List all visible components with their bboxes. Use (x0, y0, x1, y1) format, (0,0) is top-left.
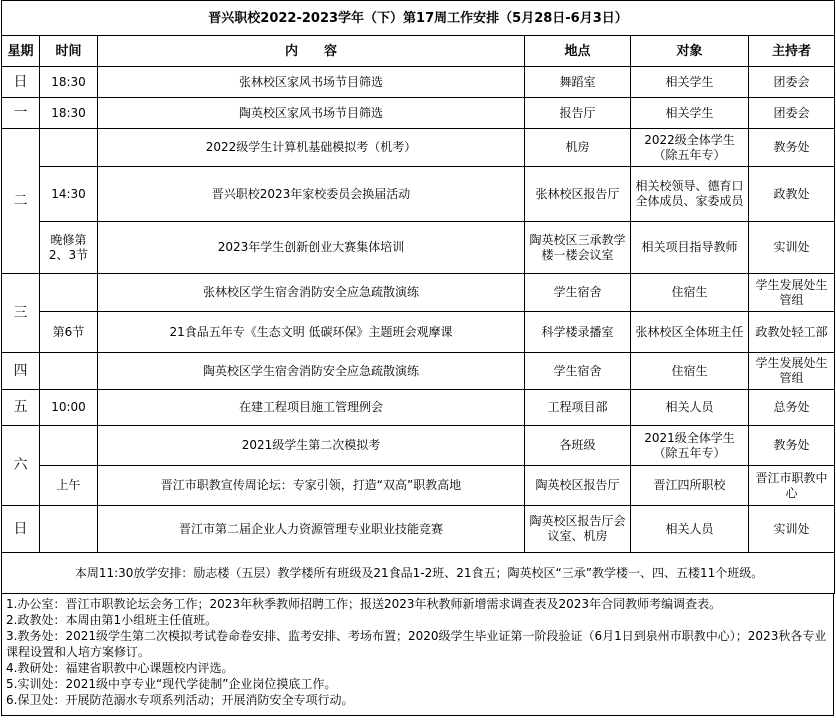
host-cell: 政教处轻工部 (749, 312, 835, 353)
target-cell: 相关项目指导教师 (631, 222, 749, 274)
time-cell: 18:30 (40, 67, 98, 98)
schedule-table (1, 0, 835, 594)
header-target: 对象 (631, 36, 749, 67)
time-cell: 18:30 (40, 98, 98, 129)
time-cell (40, 353, 98, 390)
place-cell: 科学楼录播室 (525, 312, 631, 353)
day-cell: 一 (2, 98, 40, 129)
table-row (2, 426, 835, 466)
day-cell: 日 (2, 506, 40, 553)
time-cell (40, 506, 98, 553)
table-row (2, 222, 835, 274)
day-cell: 四 (2, 353, 40, 390)
note-item: 2.政教处：本周由第1小组班主任值班。 (6, 613, 218, 627)
content-cell: 陶英校区家风书场节目筛选 (98, 98, 525, 129)
department-notes (1, 594, 834, 716)
table-row (2, 129, 835, 167)
day-cell: 六 (2, 426, 40, 506)
place-cell: 舞蹈室 (525, 67, 631, 98)
target-cell: 相关校领导、德育口全体成员、家委成员 (631, 167, 749, 222)
time-cell: 10:00 (40, 390, 98, 426)
place-cell: 张林校区报告厅 (525, 167, 631, 222)
place-cell: 学生宿舍 (525, 274, 631, 312)
target-cell: 相关人员 (631, 390, 749, 426)
note-item: 5.实训处：2021级中亨专业“现代学徒制”企业岗位摸底工作。 (6, 677, 337, 691)
host-cell: 总务处 (749, 390, 835, 426)
host-cell: 团委会 (749, 98, 835, 129)
header-time: 时间 (40, 36, 98, 67)
target-cell: 2021级全体学生（除五年专） (631, 426, 749, 466)
host-cell: 学生发展处生管组 (749, 274, 835, 312)
place-cell: 学生宿舍 (525, 353, 631, 390)
place-cell: 陶英校区三承教学楼一楼会议室 (525, 222, 631, 274)
target-cell: 张林校区全体班主任 (631, 312, 749, 353)
note-item: 1.办公室：晋江市职教论坛会务工作；2023年秋季教师招聘工作；报送2023年秋教师新增需求调查表及2023年合同教师考编调查表。 (6, 597, 722, 611)
table-row (2, 98, 835, 129)
header-day: 星期 (2, 36, 40, 67)
place-cell: 工程项目部 (525, 390, 631, 426)
target-cell: 2022级全体学生（除五年专） (631, 129, 749, 167)
dismissal-note: 本周11:30放学安排：励志楼（五层）教学楼所有班级及21食品1-2班、21食五；陶英校区“三承”教学楼一、四、五楼11个班级。 (2, 553, 835, 594)
note-item: 6.保卫处：开展防范溺水专项系列活动；开展消防安全专项行动。 (6, 693, 354, 707)
time-cell: 上午 (40, 466, 98, 506)
host-cell: 实训处 (749, 222, 835, 274)
content-cell: 2022级学生计算机基础模拟考（机考） (98, 129, 525, 167)
host-cell: 实训处 (749, 506, 835, 553)
header-host: 主持者 (749, 36, 835, 67)
day-cell: 日 (2, 67, 40, 98)
content-cell: 张林校区家风书场节目筛选 (98, 67, 525, 98)
content-cell: 2021级学生第二次模拟考 (98, 426, 525, 466)
content-cell: 21食品五年专《生态文明 低碳环保》主题班会观摩课 (98, 312, 525, 353)
content-cell: 晋江市职教宣传周论坛：专家引领，打造“双高”职教高地 (98, 466, 525, 506)
host-cell: 政教处 (749, 167, 835, 222)
table-row (2, 167, 835, 222)
target-cell: 住宿生 (631, 274, 749, 312)
day-cell: 三 (2, 274, 40, 353)
page-title: 晋兴职校2022-2023学年（下）第17周工作安排（5月28日-6月3日） (2, 1, 835, 36)
table-row (2, 353, 835, 390)
place-cell: 机房 (525, 129, 631, 167)
table-row (2, 67, 835, 98)
target-cell: 晋江四所职校 (631, 466, 749, 506)
content-cell: 晋江市第二届企业人力资源管理专业职业技能竞赛 (98, 506, 525, 553)
table-row (2, 466, 835, 506)
place-cell: 各班级 (525, 426, 631, 466)
note-item: 3.教务处：2021级学生第二次模拟考试卷命卷安排、监考安排、考场布置；2020级学生毕业证第一阶段验证（6月1日到泉州市职教中心）；2023秋各专业课程设置和人培方案修订。 (6, 629, 827, 659)
host-cell: 教务处 (749, 426, 835, 466)
table-row (2, 312, 835, 353)
host-cell: 晋江市职教中心 (749, 466, 835, 506)
day-cell: 二 (2, 129, 40, 274)
content-cell: 张林校区学生宿舍消防安全应急疏散演练 (98, 274, 525, 312)
time-cell: 晚修第2、3节 (40, 222, 98, 274)
time-cell (40, 426, 98, 466)
note-item: 4.教研处：福建省职教中心课题校内评选。 (6, 661, 234, 675)
content-cell: 晋兴职校2023年家校委员会换届活动 (98, 167, 525, 222)
time-cell (40, 274, 98, 312)
host-cell: 团委会 (749, 67, 835, 98)
header-content: 内 容 (98, 36, 525, 67)
host-cell: 学生发展处生管组 (749, 353, 835, 390)
header-place: 地点 (525, 36, 631, 67)
host-cell: 教务处 (749, 129, 835, 167)
content-cell: 2023年学生创新创业大赛集体培训 (98, 222, 525, 274)
schedule-sheet (1, 0, 834, 716)
day-cell: 五 (2, 390, 40, 426)
place-cell: 报告厅 (525, 98, 631, 129)
target-cell: 相关学生 (631, 98, 749, 129)
target-cell: 相关人员 (631, 506, 749, 553)
content-cell: 在建工程项目施工管理例会 (98, 390, 525, 426)
table-row (2, 506, 835, 553)
target-cell: 住宿生 (631, 353, 749, 390)
time-cell (40, 129, 98, 167)
target-cell: 相关学生 (631, 67, 749, 98)
content-cell: 陶英校区学生宿舍消防安全应急疏散演练 (98, 353, 525, 390)
place-cell: 陶英校区报告厅 (525, 466, 631, 506)
time-cell: 第6节 (40, 312, 98, 353)
table-row (2, 274, 835, 312)
time-cell: 14:30 (40, 167, 98, 222)
table-row (2, 390, 835, 426)
place-cell: 陶英校区报告厅会议室、机房 (525, 506, 631, 553)
